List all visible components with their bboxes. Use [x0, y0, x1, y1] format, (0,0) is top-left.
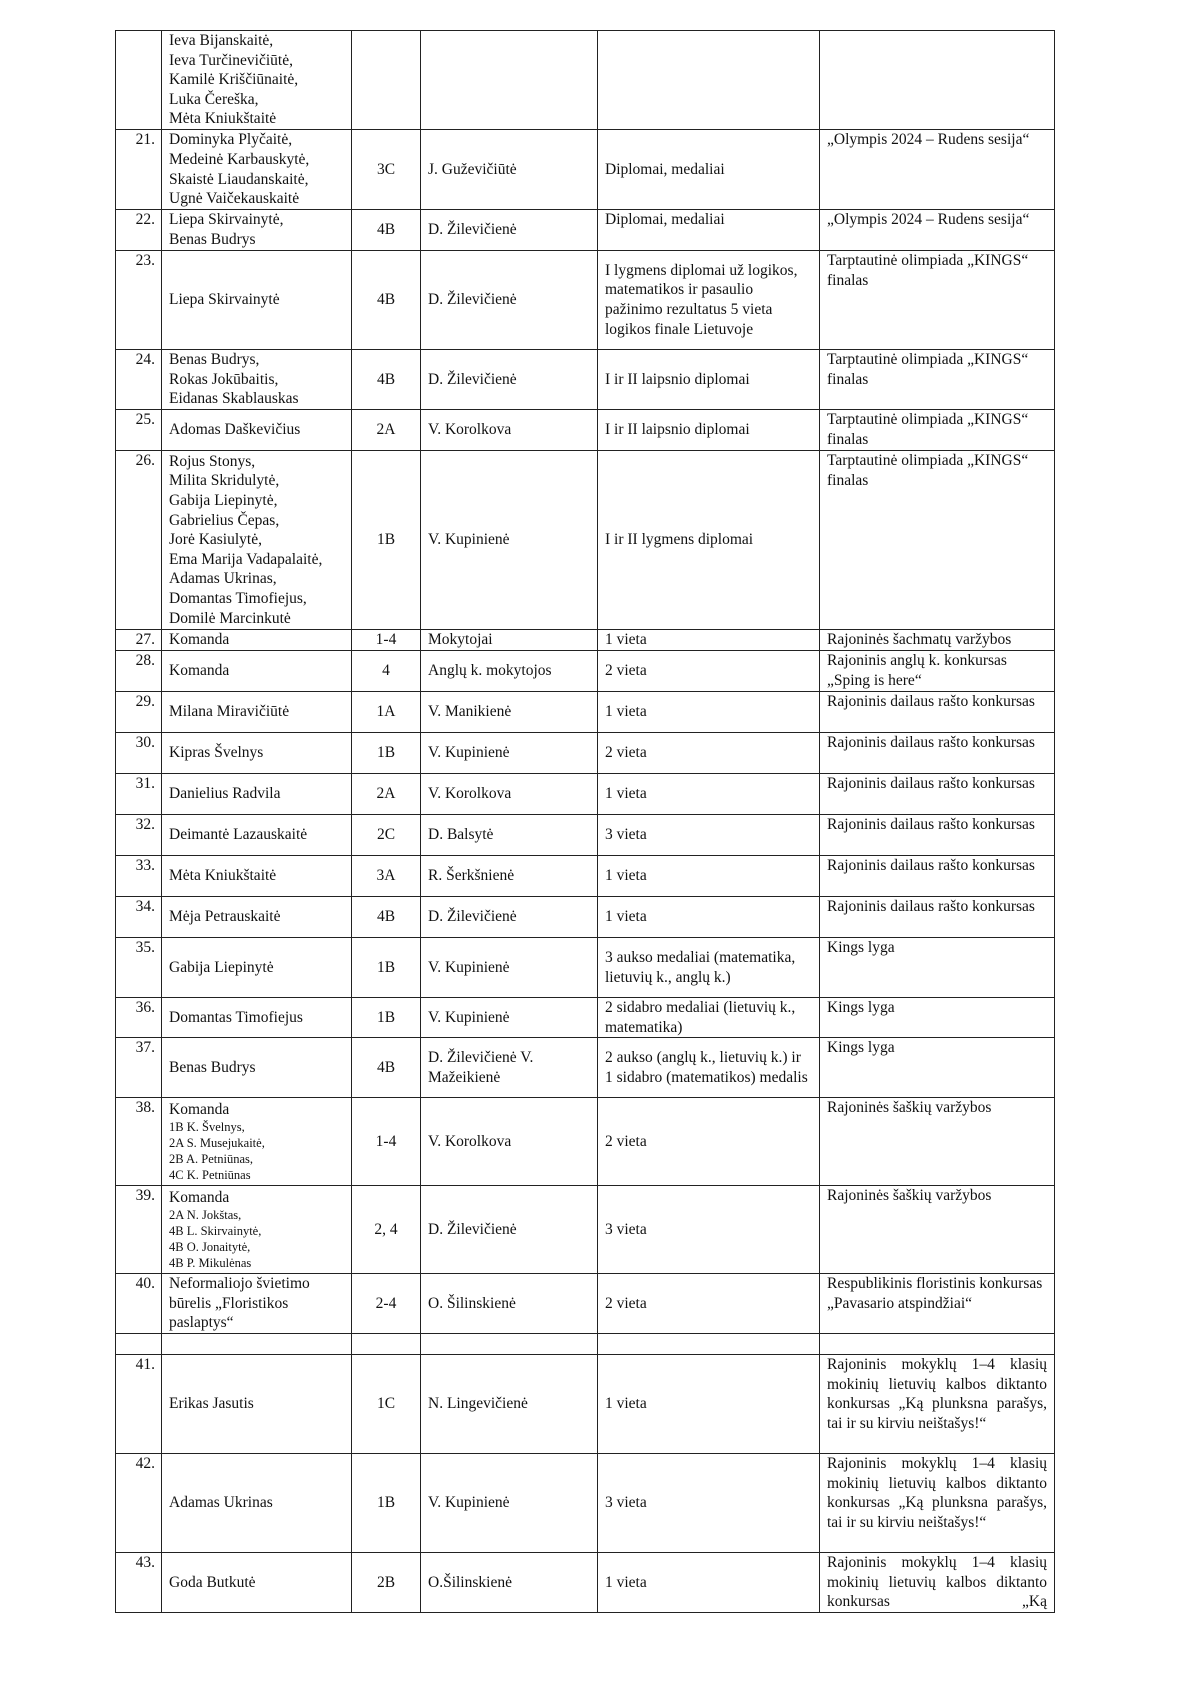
participant-name: Luka Čereška,	[169, 90, 259, 108]
result-cell: I ir II lygmens diplomai	[598, 451, 820, 630]
teacher-cell: V. Kupinienė	[421, 1454, 598, 1553]
participant-names	[162, 350, 352, 410]
teacher-cell	[421, 31, 598, 130]
result-cell: 2 vieta	[598, 1274, 820, 1334]
row-number: 26.	[116, 451, 162, 630]
row-number: 39.	[116, 1186, 162, 1274]
result-cell: 2 sidabro medaliai (lietuvių k., matematika)	[598, 998, 820, 1038]
row-number: 27.	[116, 630, 162, 651]
participant-names	[162, 1038, 352, 1098]
teacher-cell: D. Žilevičienė	[421, 897, 598, 938]
participant-name: Gabija Liepinytė,	[169, 492, 278, 510]
result-cell: 1 vieta	[598, 774, 820, 815]
participant-name: 1B K. Švelnys,	[169, 1120, 245, 1135]
teacher-cell: N. Lingevičienė	[421, 1355, 598, 1454]
teacher-cell: V. Kupinienė	[421, 998, 598, 1038]
teacher-cell: D. Žilevičienė	[421, 1186, 598, 1274]
participant-name: 4C K. Petniūnas	[169, 1168, 251, 1183]
participant-name: Benas Budrys	[169, 1058, 256, 1076]
participant-name: Goda Butkutė	[169, 1573, 256, 1591]
result-cell: 2 vieta	[598, 1098, 820, 1186]
participant-name: 2A S. Musejukaitė,	[169, 1136, 265, 1151]
participant-names	[162, 31, 352, 130]
participant-names	[162, 1454, 352, 1553]
row-number: 22.	[116, 210, 162, 251]
participant-name: paslaptys“	[169, 1314, 234, 1332]
class-cell: 1C	[352, 1355, 421, 1454]
row-number: 34.	[116, 897, 162, 938]
row-number: 25.	[116, 410, 162, 451]
award-cell	[820, 938, 1055, 998]
row-number: 30.	[116, 733, 162, 774]
award-text: Rajoninis anglų k. konkursas „Sping is here“	[827, 652, 1007, 689]
teacher-cell: V. Korolkova	[421, 1098, 598, 1186]
row-number: 31.	[116, 774, 162, 815]
table-row	[116, 998, 1055, 1038]
award-text: Kings lyga	[827, 1039, 895, 1057]
row-number: 28.	[116, 651, 162, 692]
participant-name: Eidanas Skablauskas	[169, 390, 299, 408]
participant-names	[162, 733, 352, 774]
award-text: Tarptautinė olimpiada „KINGS“ finalas	[827, 452, 1029, 489]
teacher-cell: V. Korolkova	[421, 774, 598, 815]
row-number: 21.	[116, 130, 162, 210]
table-row	[116, 410, 1055, 451]
result-cell: I ir II laipsnio diplomai	[598, 410, 820, 451]
table-row	[116, 1454, 1055, 1553]
teacher-cell: V. Kupinienė	[421, 938, 598, 998]
table-row	[116, 451, 1055, 630]
table-row	[116, 1186, 1055, 1274]
award-text: Rajoninis dailaus rašto konkursas	[827, 898, 1035, 915]
participant-name: Erikas Jasutis	[169, 1395, 254, 1413]
award-text: „Olympis 2024 – Rudens sesija“	[827, 131, 1030, 148]
award-cell	[820, 1355, 1055, 1454]
participant-name: Komanda	[169, 1100, 230, 1118]
result-cell: 2 aukso (anglų k., lietuvių k.) ir 1 sidabro (matematikos) medalis	[598, 1038, 820, 1098]
class-cell: 1A	[352, 692, 421, 733]
award-cell	[820, 210, 1055, 251]
result-cell: 3 vieta	[598, 1186, 820, 1274]
teacher-cell: Mokytojai	[421, 630, 598, 651]
row-number: 32.	[116, 815, 162, 856]
participant-name: Mėta Kniukštaitė	[169, 867, 277, 885]
participant-name: Dominyka Plyčaitė,	[169, 131, 293, 149]
row-number: 33.	[116, 856, 162, 897]
award-cell	[820, 1038, 1055, 1098]
result-cell	[598, 1334, 820, 1355]
award-text: Rajoninės šachmatų varžybos	[827, 631, 1012, 648]
participant-name: Adomas Daškevičius	[169, 421, 301, 439]
table-row	[116, 630, 1055, 651]
participant-name: Adamas Ukrinas,	[169, 570, 277, 588]
participant-name: Benas Budrys	[169, 231, 256, 248]
row-number: 36.	[116, 998, 162, 1038]
award-cell	[820, 251, 1055, 350]
table-row	[116, 31, 1055, 130]
award-cell	[820, 1454, 1055, 1553]
participant-name: 2A N. Jokštas,	[169, 1208, 242, 1223]
award-text: Rajoninės šaškių varžybos	[827, 1099, 992, 1117]
participant-name: Domantas Timofiejus,	[169, 589, 307, 607]
award-text: Tarptautinė olimpiada „KINGS“ finalas	[827, 351, 1029, 388]
teacher-cell: D. Žilevičienė	[421, 350, 598, 410]
award-cell	[820, 410, 1055, 451]
participant-name: Liepa Skirvainytė	[169, 291, 280, 309]
class-cell: 1B	[352, 1454, 421, 1553]
result-cell: I ir II laipsnio diplomai	[598, 350, 820, 410]
participant-names	[162, 897, 352, 938]
award-text: Rajoninis mokyklų 1–4 klasių mokinių lietuvių kalbos diktanto konkursas „Ką plunksna parašys, tai ir su kirviu neištašys!“	[827, 1356, 1047, 1432]
participant-name: Komanda	[169, 662, 230, 680]
table-row	[116, 856, 1055, 897]
participant-name: Adamas Ukrinas	[169, 1494, 273, 1512]
participant-names	[162, 451, 352, 630]
participant-name: 4B L. Skirvainytė,	[169, 1224, 262, 1239]
award-text: Rajoninis mokyklų 1–4 klasių mokinių lietuvių kalbos diktanto konkursas „Ką	[827, 1554, 1047, 1611]
participant-name: būrelis „Floristikos	[169, 1294, 289, 1312]
table-row	[116, 210, 1055, 251]
class-cell: 2B	[352, 1553, 421, 1613]
participant-name: 4B P. Mikulėnas	[169, 1256, 252, 1271]
result-cell: Diplomai, medaliai	[598, 130, 820, 210]
row-number: 35.	[116, 938, 162, 998]
award-cell	[820, 815, 1055, 856]
participant-name: Ugnė Vaičekauskaitė	[169, 190, 300, 208]
participant-names	[162, 130, 352, 210]
awards-table	[115, 30, 1055, 1613]
class-cell: 1-4	[352, 1098, 421, 1186]
result-cell: 1 vieta	[598, 1355, 820, 1454]
participant-name: Komanda	[169, 631, 230, 649]
table-row	[116, 350, 1055, 410]
table-row	[116, 1274, 1055, 1334]
participant-names	[162, 251, 352, 350]
participant-name: Ieva Turčinevičiūtė,	[169, 51, 293, 69]
participant-names	[162, 1334, 352, 1355]
teacher-cell: Anglų k. mokytojos	[421, 651, 598, 692]
result-cell: 1 vieta	[598, 1553, 820, 1613]
table-row	[116, 1098, 1055, 1186]
class-cell: 3C	[352, 130, 421, 210]
participant-name: Gabrielius Čepas,	[169, 511, 280, 529]
participant-name: Rokas Jokūbaitis,	[169, 370, 279, 388]
award-cell	[820, 1274, 1055, 1334]
award-text: Rajoninės šaškių varžybos	[827, 1187, 992, 1205]
participant-names	[162, 774, 352, 815]
class-cell: 2C	[352, 815, 421, 856]
result-cell: 3 vieta	[598, 1454, 820, 1553]
result-cell: 1 vieta	[598, 897, 820, 938]
table-row	[116, 251, 1055, 350]
table-row	[116, 1355, 1055, 1454]
award-cell	[820, 1334, 1055, 1355]
table-row	[116, 692, 1055, 733]
participant-names	[162, 815, 352, 856]
row-number: 41.	[116, 1355, 162, 1454]
teacher-cell: D. Balsytė	[421, 815, 598, 856]
row-number	[116, 1334, 162, 1355]
class-cell: 4B	[352, 210, 421, 251]
result-cell: 1 vieta	[598, 692, 820, 733]
award-cell	[820, 31, 1055, 130]
teacher-cell: V. Manikienė	[421, 692, 598, 733]
award-text: Rajoninis dailaus rašto konkursas	[827, 734, 1035, 751]
award-cell	[820, 350, 1055, 410]
class-cell: 1B	[352, 451, 421, 630]
class-cell: 2A	[352, 774, 421, 815]
row-number: 24.	[116, 350, 162, 410]
participant-name: Gabija Liepinytė	[169, 958, 274, 976]
class-cell: 4B	[352, 897, 421, 938]
teacher-cell	[421, 1334, 598, 1355]
participant-name: Medeinė Karbauskytė,	[169, 150, 310, 168]
participant-names	[162, 938, 352, 998]
participant-name: Jorė Kasiulytė,	[169, 531, 262, 549]
table-row	[116, 1038, 1055, 1098]
teacher-cell: D. Žilevičienė V. Mažeikienė	[421, 1038, 598, 1098]
result-cell: 3 aukso medaliai (matematika, lietuvių k., anglų k.)	[598, 938, 820, 998]
table-row	[116, 774, 1055, 815]
table-row	[116, 651, 1055, 692]
participant-name: Kamilė Kriščiūnaitė,	[169, 71, 299, 89]
teacher-cell: D. Žilevičienė	[421, 210, 598, 251]
award-cell	[820, 1553, 1055, 1613]
class-cell: 2-4	[352, 1274, 421, 1334]
award-cell	[820, 130, 1055, 210]
class-cell: 3A	[352, 856, 421, 897]
participant-names	[162, 998, 352, 1038]
teacher-cell: O.Šilinskienė	[421, 1553, 598, 1613]
class-cell: 4	[352, 651, 421, 692]
table-row	[116, 1553, 1055, 1613]
participant-name: Domantas Timofiejus	[169, 1008, 303, 1026]
award-cell	[820, 630, 1055, 651]
participant-names	[162, 210, 352, 251]
table-row	[116, 733, 1055, 774]
row-number: 40.	[116, 1274, 162, 1334]
participant-name: 4B O. Jonaitytė,	[169, 1240, 251, 1255]
participant-names	[162, 692, 352, 733]
teacher-cell: D. Žilevičienė	[421, 251, 598, 350]
award-text: Kings lyga	[827, 999, 895, 1016]
participant-name: 2B A. Petniūnas,	[169, 1152, 254, 1167]
table-row	[116, 130, 1055, 210]
participant-name: Ieva Bijanskaitė,	[169, 32, 274, 50]
result-cell: 2 vieta	[598, 733, 820, 774]
result-cell: 1 vieta	[598, 856, 820, 897]
class-cell: 4B	[352, 1038, 421, 1098]
participant-name: Danielius Radvila	[169, 785, 281, 803]
row-number: 29.	[116, 692, 162, 733]
teacher-cell: J. Guževičiūtė	[421, 130, 598, 210]
class-cell: 2A	[352, 410, 421, 451]
result-cell	[598, 31, 820, 130]
row-number: 42.	[116, 1454, 162, 1553]
teacher-cell: V. Kupinienė	[421, 451, 598, 630]
participant-name: Milita Skridulytė,	[169, 472, 280, 490]
teacher-cell: R. Šerkšnienė	[421, 856, 598, 897]
teacher-cell: O. Šilinskienė	[421, 1274, 598, 1334]
participant-names	[162, 1186, 352, 1274]
participant-names	[162, 1274, 352, 1334]
award-text: Rajoninis dailaus rašto konkursas	[827, 693, 1035, 710]
class-cell: 1B	[352, 938, 421, 998]
award-cell	[820, 451, 1055, 630]
participant-name: Mėta Kniukštaitė	[169, 110, 277, 128]
award-text: Rajoninis dailaus rašto konkursas	[827, 816, 1035, 833]
class-cell	[352, 31, 421, 130]
result-cell: 3 vieta	[598, 815, 820, 856]
participant-name: Mėja Petrauskaitė	[169, 908, 281, 926]
row-number: 23.	[116, 251, 162, 350]
participant-name: Ema Marija Vadapalaitė,	[169, 550, 323, 568]
teacher-cell: V. Korolkova	[421, 410, 598, 451]
award-cell	[820, 651, 1055, 692]
table-row	[116, 1334, 1055, 1355]
class-cell: 1B	[352, 998, 421, 1038]
participant-name: Rojus Stonys,	[169, 452, 256, 470]
award-text: Respublikinis floristinis konkursas „Pavasario atspindžiai“	[827, 1275, 1043, 1312]
class-cell: 4B	[352, 350, 421, 410]
participant-names	[162, 1098, 352, 1186]
row-number: 43.	[116, 1553, 162, 1613]
teacher-cell: V. Kupinienė	[421, 733, 598, 774]
award-text: Rajoninis dailaus rašto konkursas	[827, 857, 1035, 874]
row-number: 38.	[116, 1098, 162, 1186]
award-cell	[820, 733, 1055, 774]
award-text: Tarptautinė olimpiada „KINGS“ finalas	[827, 411, 1029, 448]
class-cell: 1B	[352, 733, 421, 774]
class-cell: 4B	[352, 251, 421, 350]
table-row	[116, 938, 1055, 998]
award-text: Rajoninis dailaus rašto konkursas	[827, 775, 1035, 792]
participant-name: Skaistė Liaudanskaitė,	[169, 170, 309, 188]
class-cell	[352, 1334, 421, 1355]
result-cell: 2 vieta	[598, 651, 820, 692]
award-text: Kings lyga	[827, 939, 895, 956]
table-row	[116, 897, 1055, 938]
award-cell	[820, 897, 1055, 938]
result-cell: I lygmens diplomai už logikos, matematikos ir pasaulio pažinimo rezultatus 5 vieta logikos finale Lietuvoje	[598, 251, 820, 350]
participant-names	[162, 1355, 352, 1454]
participant-name: Neformaliojo švietimo	[169, 1275, 310, 1293]
award-cell	[820, 856, 1055, 897]
participant-name: Milana Miravičiūtė	[169, 703, 290, 721]
participant-name: Benas Budrys,	[169, 351, 260, 369]
award-cell	[820, 1098, 1055, 1186]
participant-name: Liepa Skirvainytė,	[169, 211, 284, 229]
award-text: Rajoninis mokyklų 1–4 klasių mokinių lietuvių kalbos diktanto konkursas „Ką plunksna parašys, tai ir su kirviu neištašys!“	[827, 1455, 1047, 1531]
participant-name: Kipras Švelnys	[169, 744, 264, 762]
class-cell: 2, 4	[352, 1186, 421, 1274]
participant-name: Domilė Marcinkutė	[169, 609, 291, 627]
award-cell	[820, 774, 1055, 815]
row-number	[116, 31, 162, 130]
award-cell	[820, 1186, 1055, 1274]
award-text: Tarptautinė olimpiada „KINGS“ finalas	[827, 252, 1029, 289]
participant-name: Komanda	[169, 1188, 230, 1206]
award-cell	[820, 692, 1055, 733]
table-row	[116, 815, 1055, 856]
participant-names	[162, 630, 352, 651]
row-number: 37.	[116, 1038, 162, 1098]
participant-names	[162, 856, 352, 897]
participant-names	[162, 410, 352, 451]
participant-name: Deimantė Lazauskaitė	[169, 826, 308, 844]
participant-names	[162, 651, 352, 692]
award-text: „Olympis 2024 – Rudens sesija“	[827, 211, 1030, 228]
class-cell: 1-4	[352, 630, 421, 651]
award-cell	[820, 998, 1055, 1038]
participant-names	[162, 1553, 352, 1613]
result-cell: 1 vieta	[598, 630, 820, 651]
result-cell: Diplomai, medaliai	[598, 210, 820, 251]
